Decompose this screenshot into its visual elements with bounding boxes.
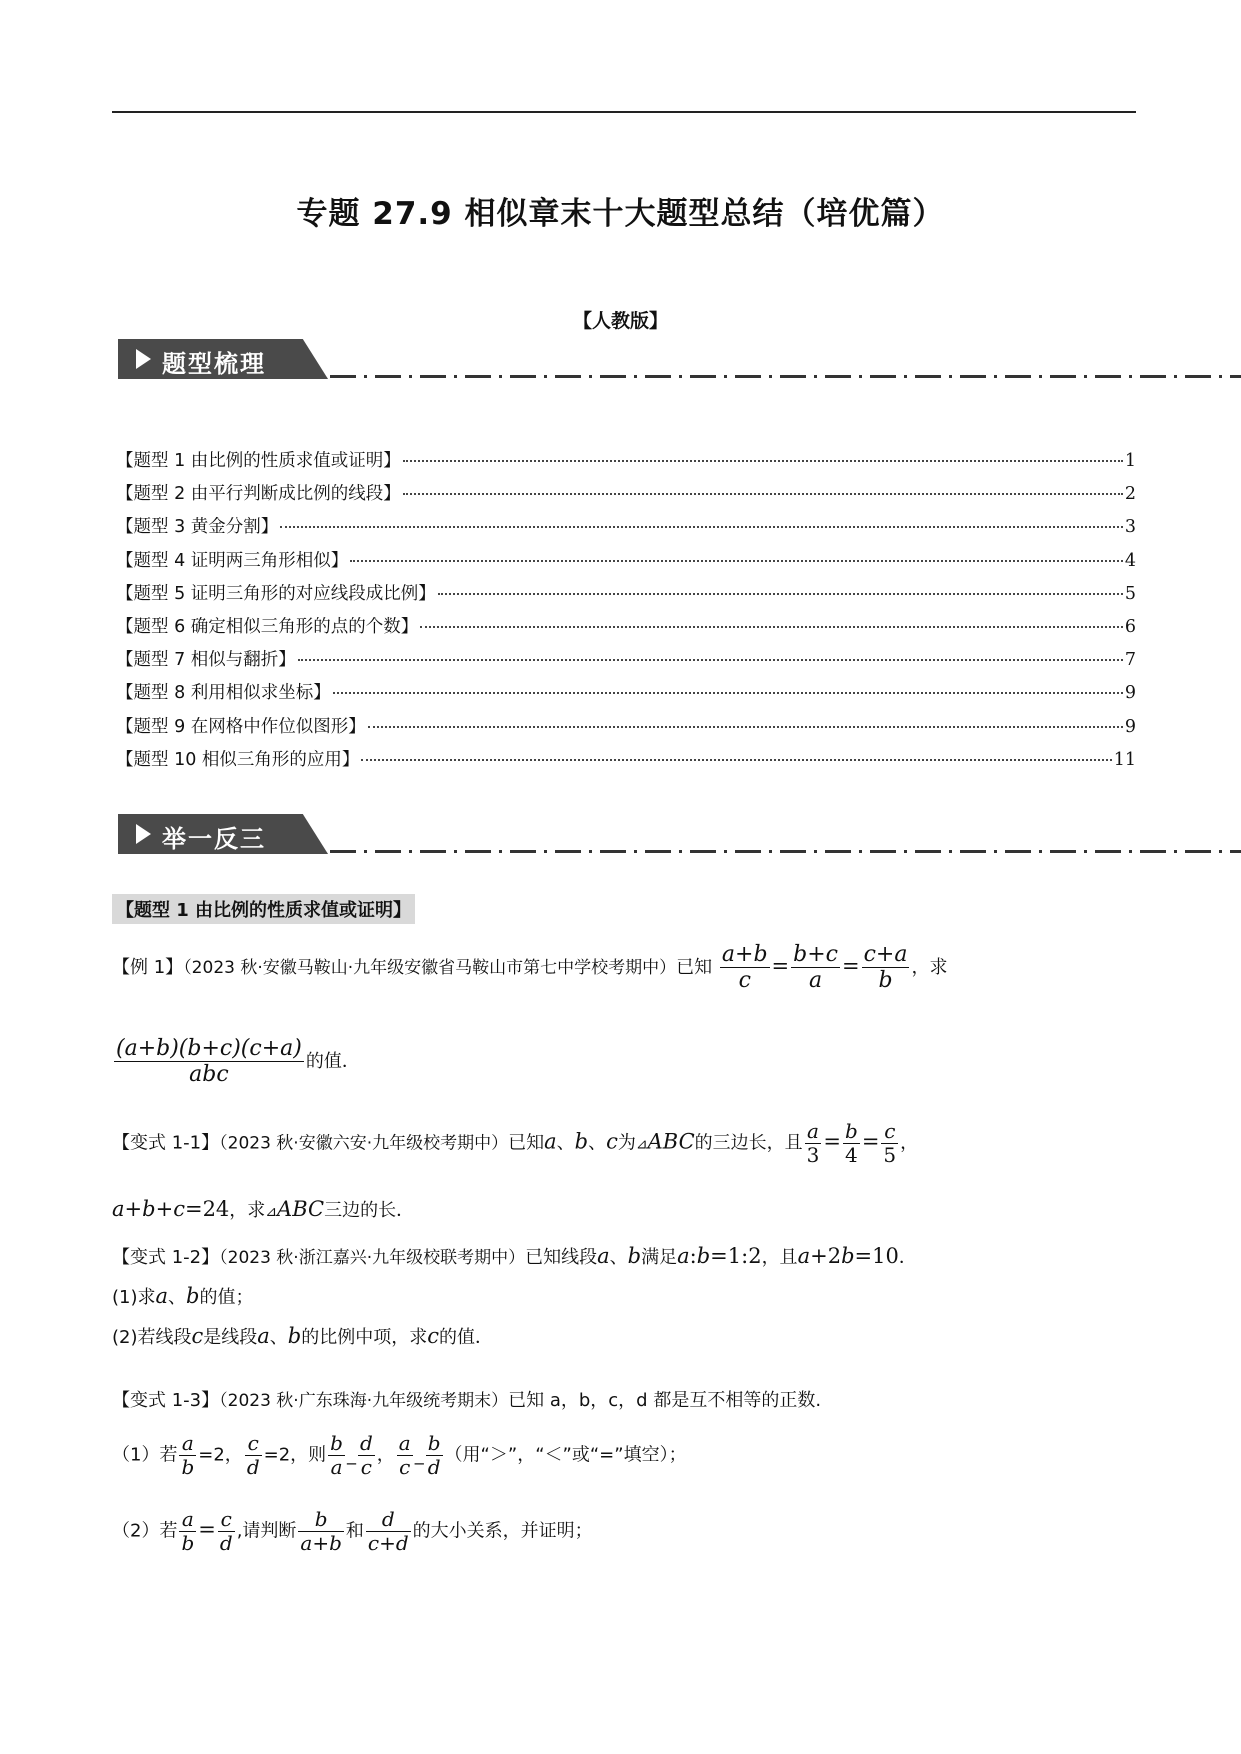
banner-label: 举一反三: [162, 825, 266, 853]
variant-1-2-q2: (2)若线段c是线段a、b的比例中项，求c的值．: [112, 1324, 494, 1348]
variant-1-2: 【变式 1-2】（2023 秋·浙江嘉兴·九年级校联考期中）已知线段a、b满足a:b=1:2，且a+2b=10．: [112, 1244, 917, 1268]
toc-item[interactable]: 【题型 9 在网格中作位似图形】 9: [116, 716, 1136, 737]
banner-dash-line: [330, 850, 1241, 853]
table-of-contents: [116, 447, 1136, 779]
toc-item[interactable]: 【题型 7 相似与翻折】 7: [116, 650, 1136, 671]
variant-1-3-q1: （1）若 $\frac{a}{b}$ =2， $\frac{c}{d}$ =2，则 $\frac{b}{a}$ _ $\frac{d}{c}$ ， $\frac{a}{c}$ _ $\frac{b}{d}$ （用“＞”，“＜”或“=”填空）；: [112, 1431, 687, 1479]
toc-item[interactable]: 【题型 10 相似三角形的应用】 11: [116, 749, 1136, 770]
toc-item[interactable]: 【题型 1 由比例的性质求值或证明】 1: [116, 451, 1136, 471]
toc-item[interactable]: 【题型 5 证明三角形的对应线段成比例】 5: [116, 583, 1136, 604]
practice-banner: [118, 814, 1138, 858]
example-1: 【例 1】（2023 秋·安徽马鞍山·九年级安徽省马鞍山市第七中学校考期中）已知 $\frac{a+b}{c}$ = $\frac{b+c}{a}$ = $\frac{c+a}{b}$ ，求: [112, 942, 948, 994]
toc-item[interactable]: 【题型 6 确定相似三角形的点的个数】 6: [116, 616, 1136, 637]
example-1-expression: $\frac{(a+b)(b+c)(c+a)}{\text{abc}}$ 的值．: [116, 1036, 360, 1088]
page-title: 专题 27.9 相似章末十大题型总结（培优篇）: [296, 196, 945, 232]
variant-1-3-q2: （2）若 $\frac{a}{b}$ = $\frac{c}{d}$ ,请判断 $\frac{b}{a+b}$ 和 $\frac{d}{c+d}$ 的大小关系，并证明；: [112, 1507, 593, 1555]
toc-banner: [118, 339, 1138, 383]
toc-item[interactable]: 【题型 2 由平行判断成比例的线段】 2: [116, 484, 1136, 505]
banner-label: 题型梳理: [162, 350, 266, 378]
toc-item[interactable]: 【题型 8 利用相似求坐标】 9: [116, 683, 1136, 704]
play-triangle-icon: [136, 349, 151, 369]
variant-1-1: 【变式 1-1】（2023 秋·安徽六安·九年级校考期中）已知a、b、c为⊿ABC的三边长，且 $\frac{a}{3}$ = $\frac{b}{4}$ = $\frac{c}{5}$ ，: [112, 1119, 919, 1167]
section-heading: 【题型 1 由比例的性质求值或证明】: [112, 894, 415, 924]
edition-label: 【人教版】: [572, 310, 668, 332]
banner-dash-line: [330, 375, 1241, 378]
play-triangle-icon: [136, 824, 151, 844]
header-rule: [112, 111, 1136, 113]
variant-1-2-q1: (1)求a、b的值；: [112, 1284, 254, 1308]
variant-1-3: 【变式 1-3】（2023 秋·广东珠海·九年级统考期末）已知 a，b，c，d 都是互不相等的正数.: [112, 1390, 822, 1411]
toc-item[interactable]: 【题型 4 证明两三角形相似】 4: [116, 550, 1136, 571]
variant-1-1-line2: a+b+c=24，求⊿ABC三边的长．: [112, 1197, 415, 1221]
toc-item[interactable]: 【题型 3 黄金分割】 3: [116, 517, 1136, 538]
